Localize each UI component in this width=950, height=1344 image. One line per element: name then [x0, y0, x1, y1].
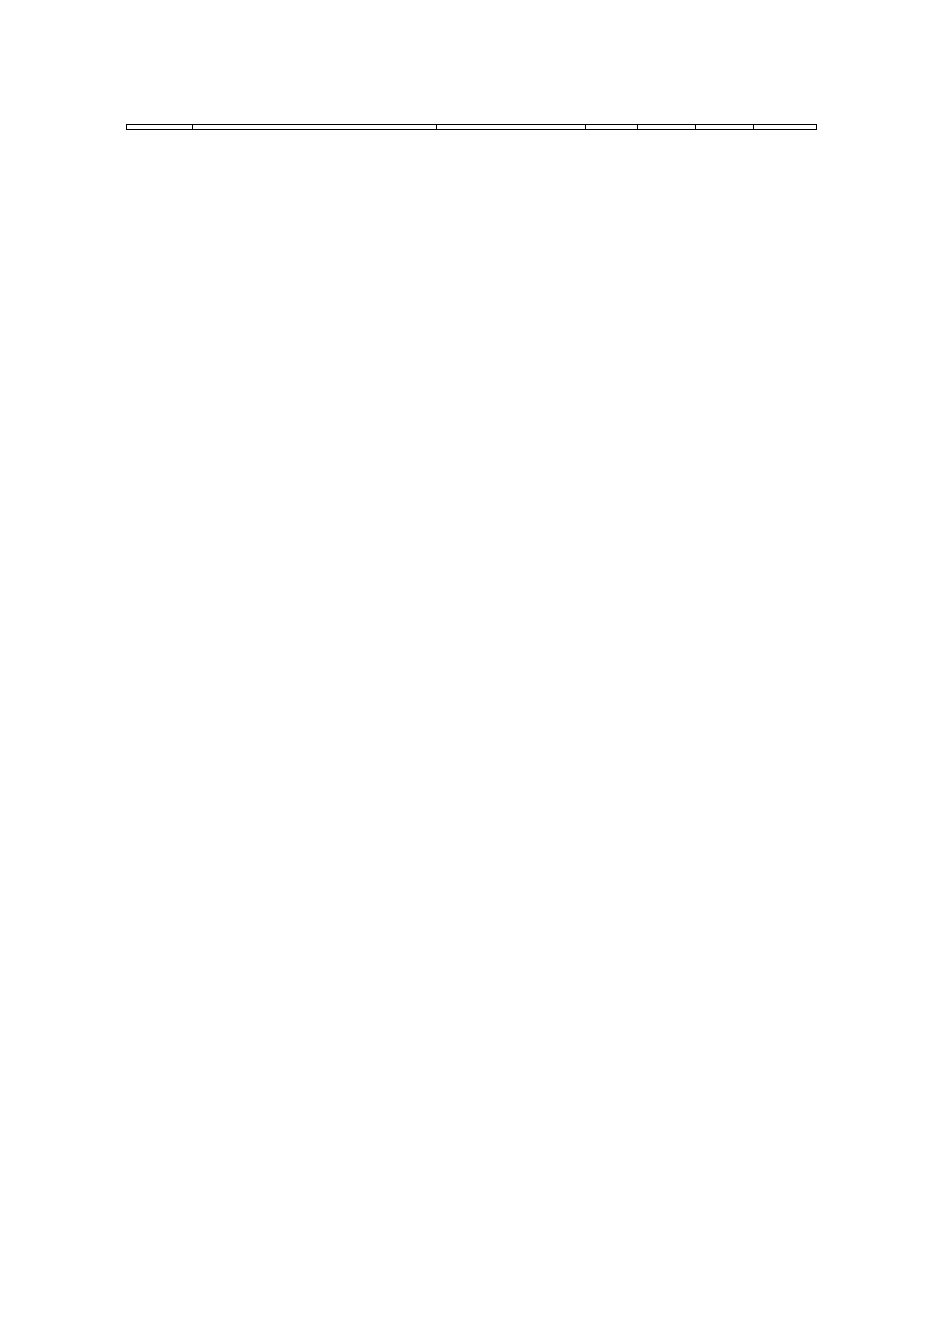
table-header-row [127, 125, 817, 130]
header-supervision-unit [638, 125, 696, 130]
header-archive [754, 125, 817, 130]
header-construction-unit [586, 125, 638, 130]
header-form-no [437, 125, 586, 130]
header-category-code [127, 125, 193, 130]
header-name [193, 125, 437, 130]
table-header-row-group [127, 125, 817, 130]
archive-table [126, 124, 817, 130]
header-builder-unit [696, 125, 754, 130]
